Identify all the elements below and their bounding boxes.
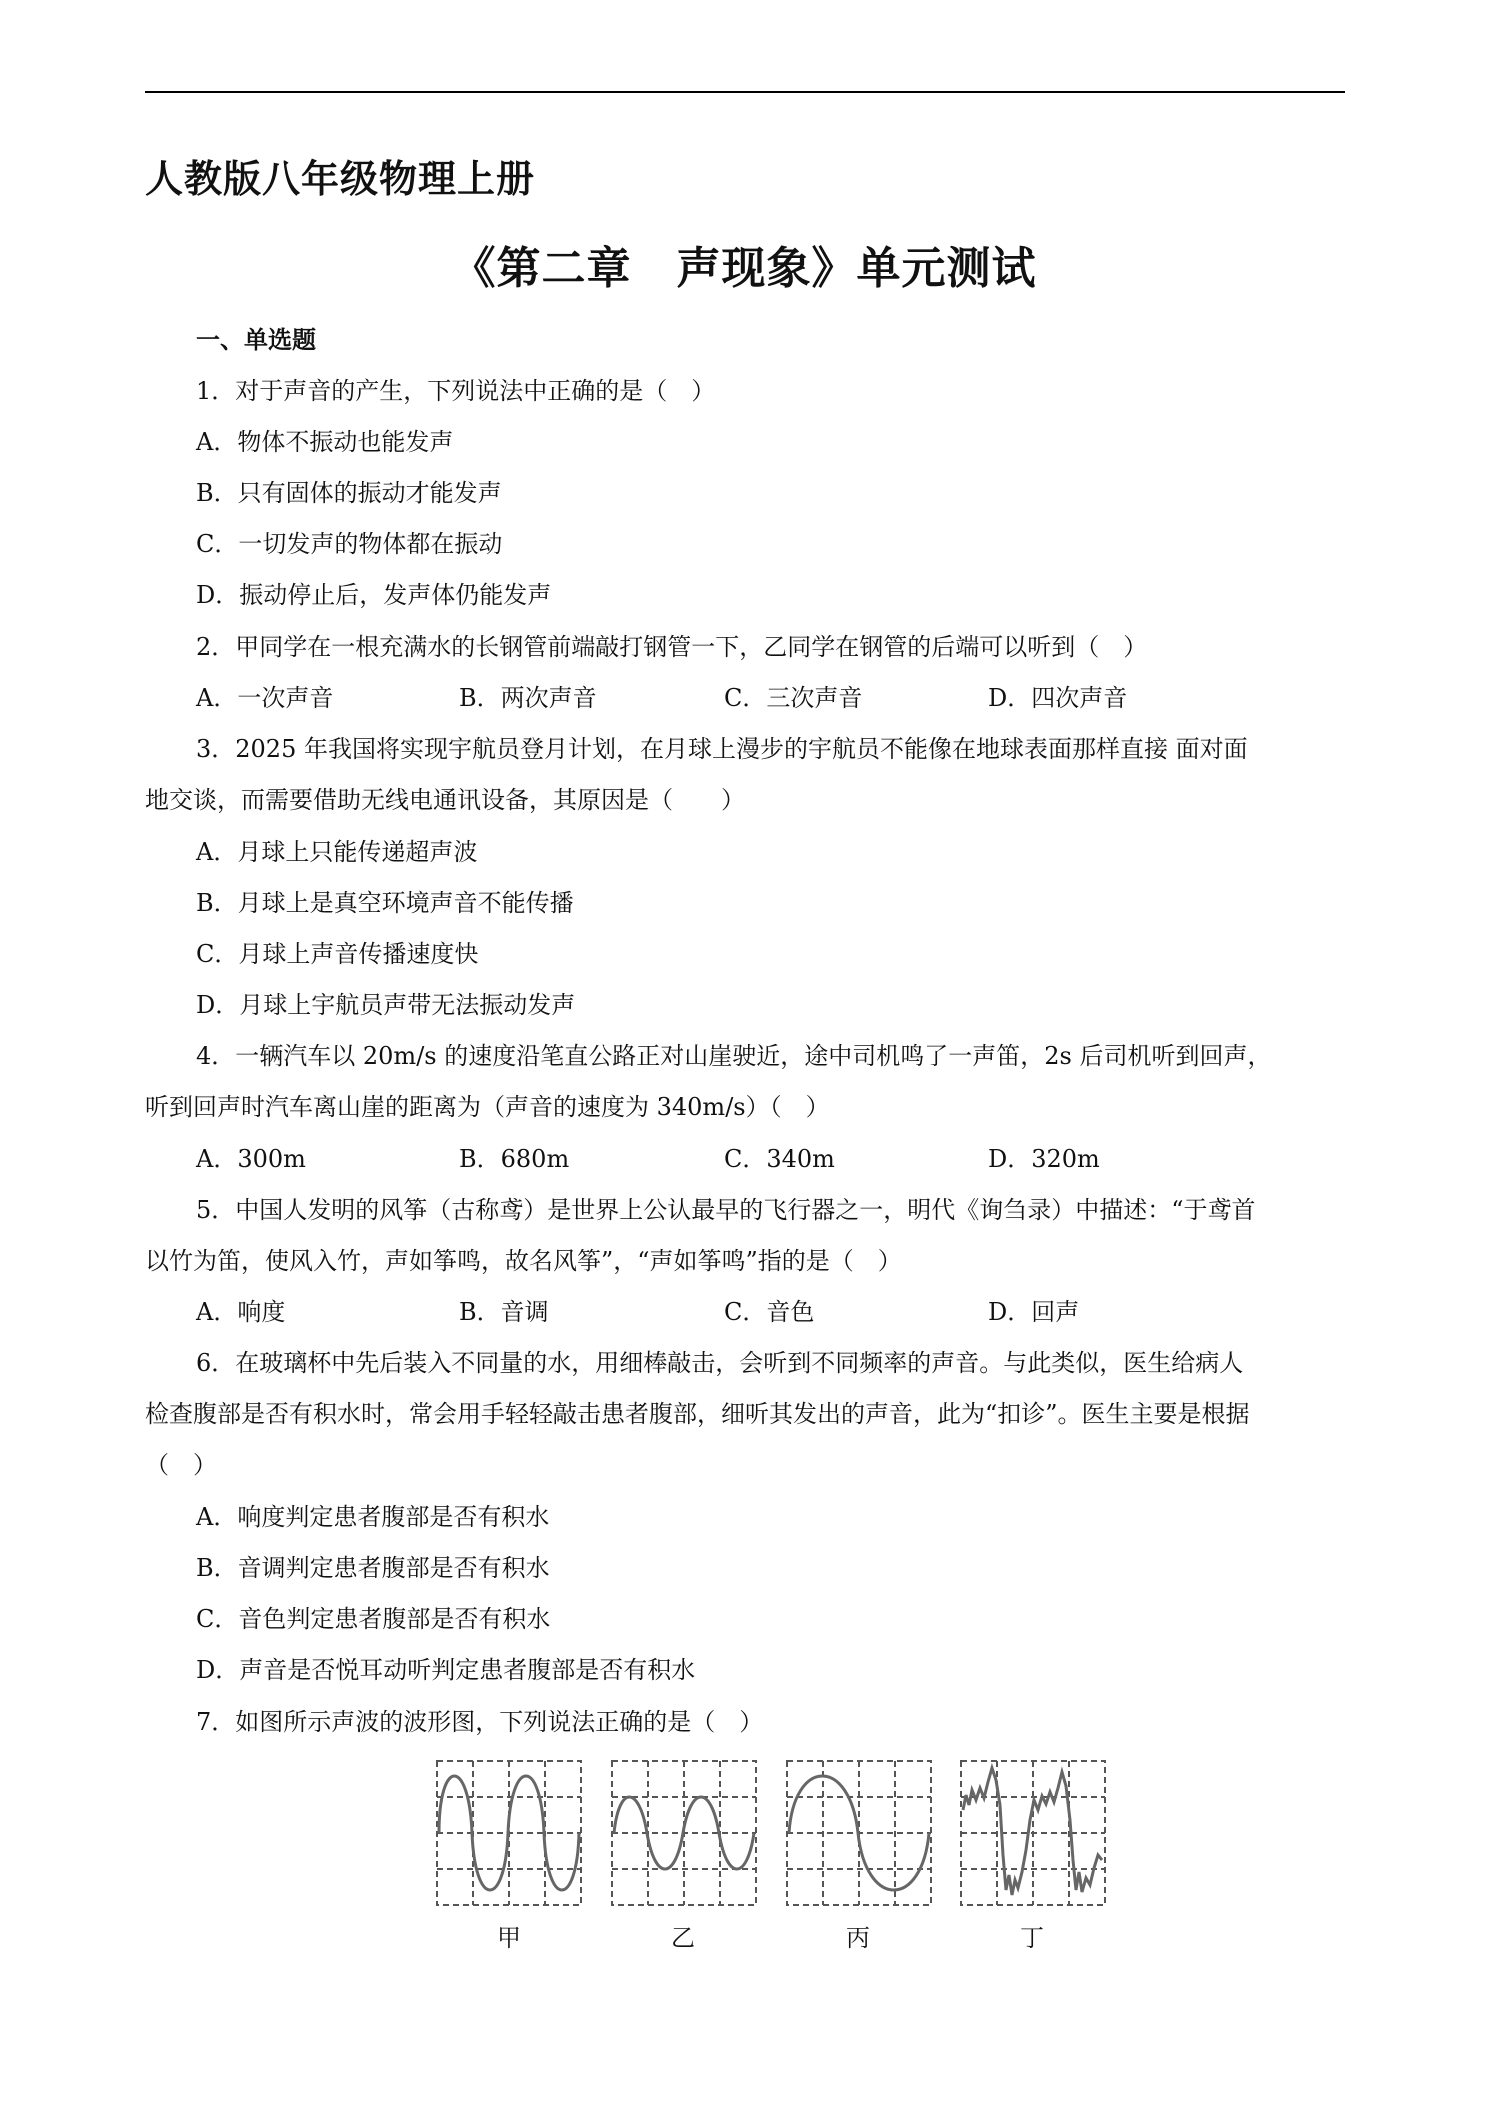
question-3-stem: 3．2025 年我国将实现宇航员登月计划，在月球上漫步的宇航员不能像在地球表面那样直接 面对面 [196, 735, 1248, 763]
question-6-option-a: A．响度判定患者腹部是否有积水 [196, 1503, 550, 1531]
question-1-option-d: D．振动停止后，发声体仍能发声 [196, 581, 552, 609]
unit-title: 《第二章 声现象》单元测试 [451, 243, 1037, 294]
question-4-stem-continued: 听到回声时汽车离山崖的距离为（声音的速度为 340m/s）（ ） [145, 1093, 830, 1121]
question-6-stem-continued: 检查腹部是否有积水时，常会用手轻轻敲击患者腹部，细听其发出的声音，此为“扣诊”。医生主要是根据 [145, 1400, 1250, 1428]
question-4-option-c: C．340m [724, 1145, 835, 1173]
question-6-option-c: C．音色判定患者腹部是否有积水 [196, 1605, 551, 1633]
waveform-label-bing: 丙 [846, 1924, 870, 1952]
question-4-option-a: A．300m [196, 1145, 306, 1173]
question-2-option-a: A．一次声音 [196, 684, 334, 712]
waveform-label-jia: 甲 [497, 1924, 521, 1952]
question-1-option-b: B．只有固体的振动才能发声 [196, 479, 502, 507]
question-6-stem-continued-2: （ ） [145, 1451, 217, 1479]
question-4-option-d: D．320m [988, 1145, 1100, 1173]
question-3-option-b: B．月球上是真空环境声音不能传播 [196, 889, 574, 917]
waveform-yi [611, 1760, 757, 1906]
question-1-stem: 1．对于声音的产生，下列说法中正确的是（ ） [196, 377, 716, 405]
question-5-option-d: D．回声 [988, 1298, 1080, 1326]
question-1-option-c: C．一切发声的物体都在振动 [196, 530, 503, 558]
question-5-stem-continued: 以竹为笛，使风入竹，声如筝鸣，故名风筝”，“声如筝鸣”指的是（ ） [145, 1247, 902, 1275]
question-7-stem: 7．如图所示声波的波形图，下列说法正确的是（ ） [196, 1708, 764, 1736]
question-3-stem-continued: 地交谈，而需要借助无线电通讯设备，其原因是（ ） [145, 786, 745, 814]
question-6-stem: 6．在玻璃杯中先后装入不同量的水，用细棒敲击，会听到不同频率的声音。与此类似，医生给病人 [196, 1349, 1244, 1377]
book-title: 人教版八年级物理上册 [145, 157, 536, 201]
question-3-option-a: A．月球上只能传递超声波 [196, 838, 478, 866]
waveform-ding [960, 1760, 1106, 1906]
question-5-option-b: B．音调 [459, 1298, 549, 1326]
waveform-jia [436, 1760, 582, 1906]
question-2-option-c: C．三次声音 [724, 684, 863, 712]
section-title: 一、单选题 [196, 326, 316, 354]
waveform-label-ding: 丁 [1020, 1924, 1044, 1952]
question-6-option-d: D．声音是否悦耳动听判定患者腹部是否有积水 [196, 1656, 696, 1684]
waveform-label-yi: 乙 [671, 1924, 695, 1952]
question-2-option-d: D．四次声音 [988, 684, 1128, 712]
question-2-option-b: B．两次声音 [459, 684, 597, 712]
header-rule [145, 91, 1345, 93]
question-4-stem: 4．一辆汽车以 20m/s 的速度沿笔直公路正对山崖驶近，途中司机鸣了一声笛，2s 后司机听到回声， [196, 1042, 1272, 1070]
waveform-bing [786, 1760, 932, 1906]
question-3-option-d: D．月球上宇航员声带无法振动发声 [196, 991, 576, 1019]
question-5-stem: 5．中国人发明的风筝（古称鸢）是世界上公认最早的飞行器之一，明代《询刍录）中描述：“于鸢首 [196, 1196, 1256, 1224]
question-2-stem: 2．甲同学在一根充满水的长钢管前端敲打钢管一下，乙同学在钢管的后端可以听到（ ） [196, 633, 1148, 661]
question-5-option-a: A．响度 [196, 1298, 286, 1326]
question-4-option-b: B．680m [459, 1145, 570, 1173]
question-1-option-a: A．物体不振动也能发声 [196, 428, 454, 456]
question-3-option-c: C．月球上声音传播速度快 [196, 940, 479, 968]
question-6-option-b: B．音调判定患者腹部是否有积水 [196, 1554, 550, 1582]
question-5-option-c: C．音色 [724, 1298, 815, 1326]
